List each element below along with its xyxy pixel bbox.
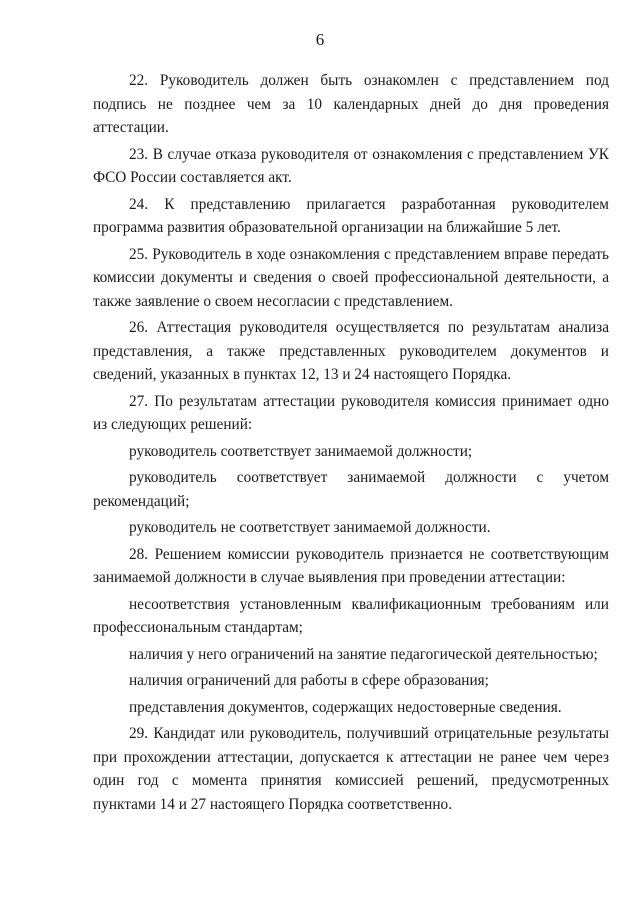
document-body [93, 69, 609, 816]
list-item: руководитель не соответствует занимаемой должности. [129, 519, 491, 536]
paragraph-27: 27. По результатам аттестации руководителя комиссия принимает одно из следующих решений: [93, 392, 609, 433]
list-item: наличия у него ограничений на занятие педагогической деятельностью; [129, 645, 598, 663]
list-item: руководитель соответствует занимаемой должности с учетом рекомендаций; [93, 469, 609, 510]
list-item: несоответствия установленным квалификационным требованиям или профессиональным стандартам; [93, 595, 609, 636]
list-item: руководитель соответствует занимаемой должности; [129, 442, 473, 460]
paragraph-29: 29. Кандидат или руководитель, получивший отрицательные результаты при прохождении аттестации, допускается к аттестации не ранее чем через один год с момента принятия комиссией решений, предусмотренных пунктами 14 и 27 настоящего Порядка соответственно. [93, 725, 609, 813]
list-item: наличия ограничений для работы в сфере образования; [129, 672, 489, 689]
paragraph-24: 24. К представлению прилагается разработанная руководителем программа развития образовательной организации на ближайшие 5 лет. [93, 195, 609, 236]
paragraph-25: 25. Руководитель в ходе ознакомления с представлением вправе передать комиссии документы и сведения о своей профессиональной деятельности, а также заявление о своем несогласии с представлением. [93, 245, 609, 310]
page-number: 6 [315, 30, 325, 49]
list-item: представления документов, содержащих недостоверные сведения. [129, 698, 562, 716]
paragraph-23: 23. В случае отказа руководителя от ознакомления с представлением УК ФСО России составляется акт. [93, 145, 609, 186]
paragraph-22: 22. Руководитель должен быть ознакомлен с представлением под подпись не позднее чем за 10 календарных дней до дня проведения аттестации. [93, 72, 609, 136]
paragraph-26: 26. Аттестация руководителя осуществляется по результатам анализа представления, а также представленных руководителем документов и сведений, указанных в пунктах 12, 13 и 24 настоящего Порядка. [93, 319, 609, 383]
paragraph-28: 28. Решением комиссии руководитель признается не соответствующим занимаемой должности в случае выявления при проведении аттестации: [93, 545, 609, 586]
